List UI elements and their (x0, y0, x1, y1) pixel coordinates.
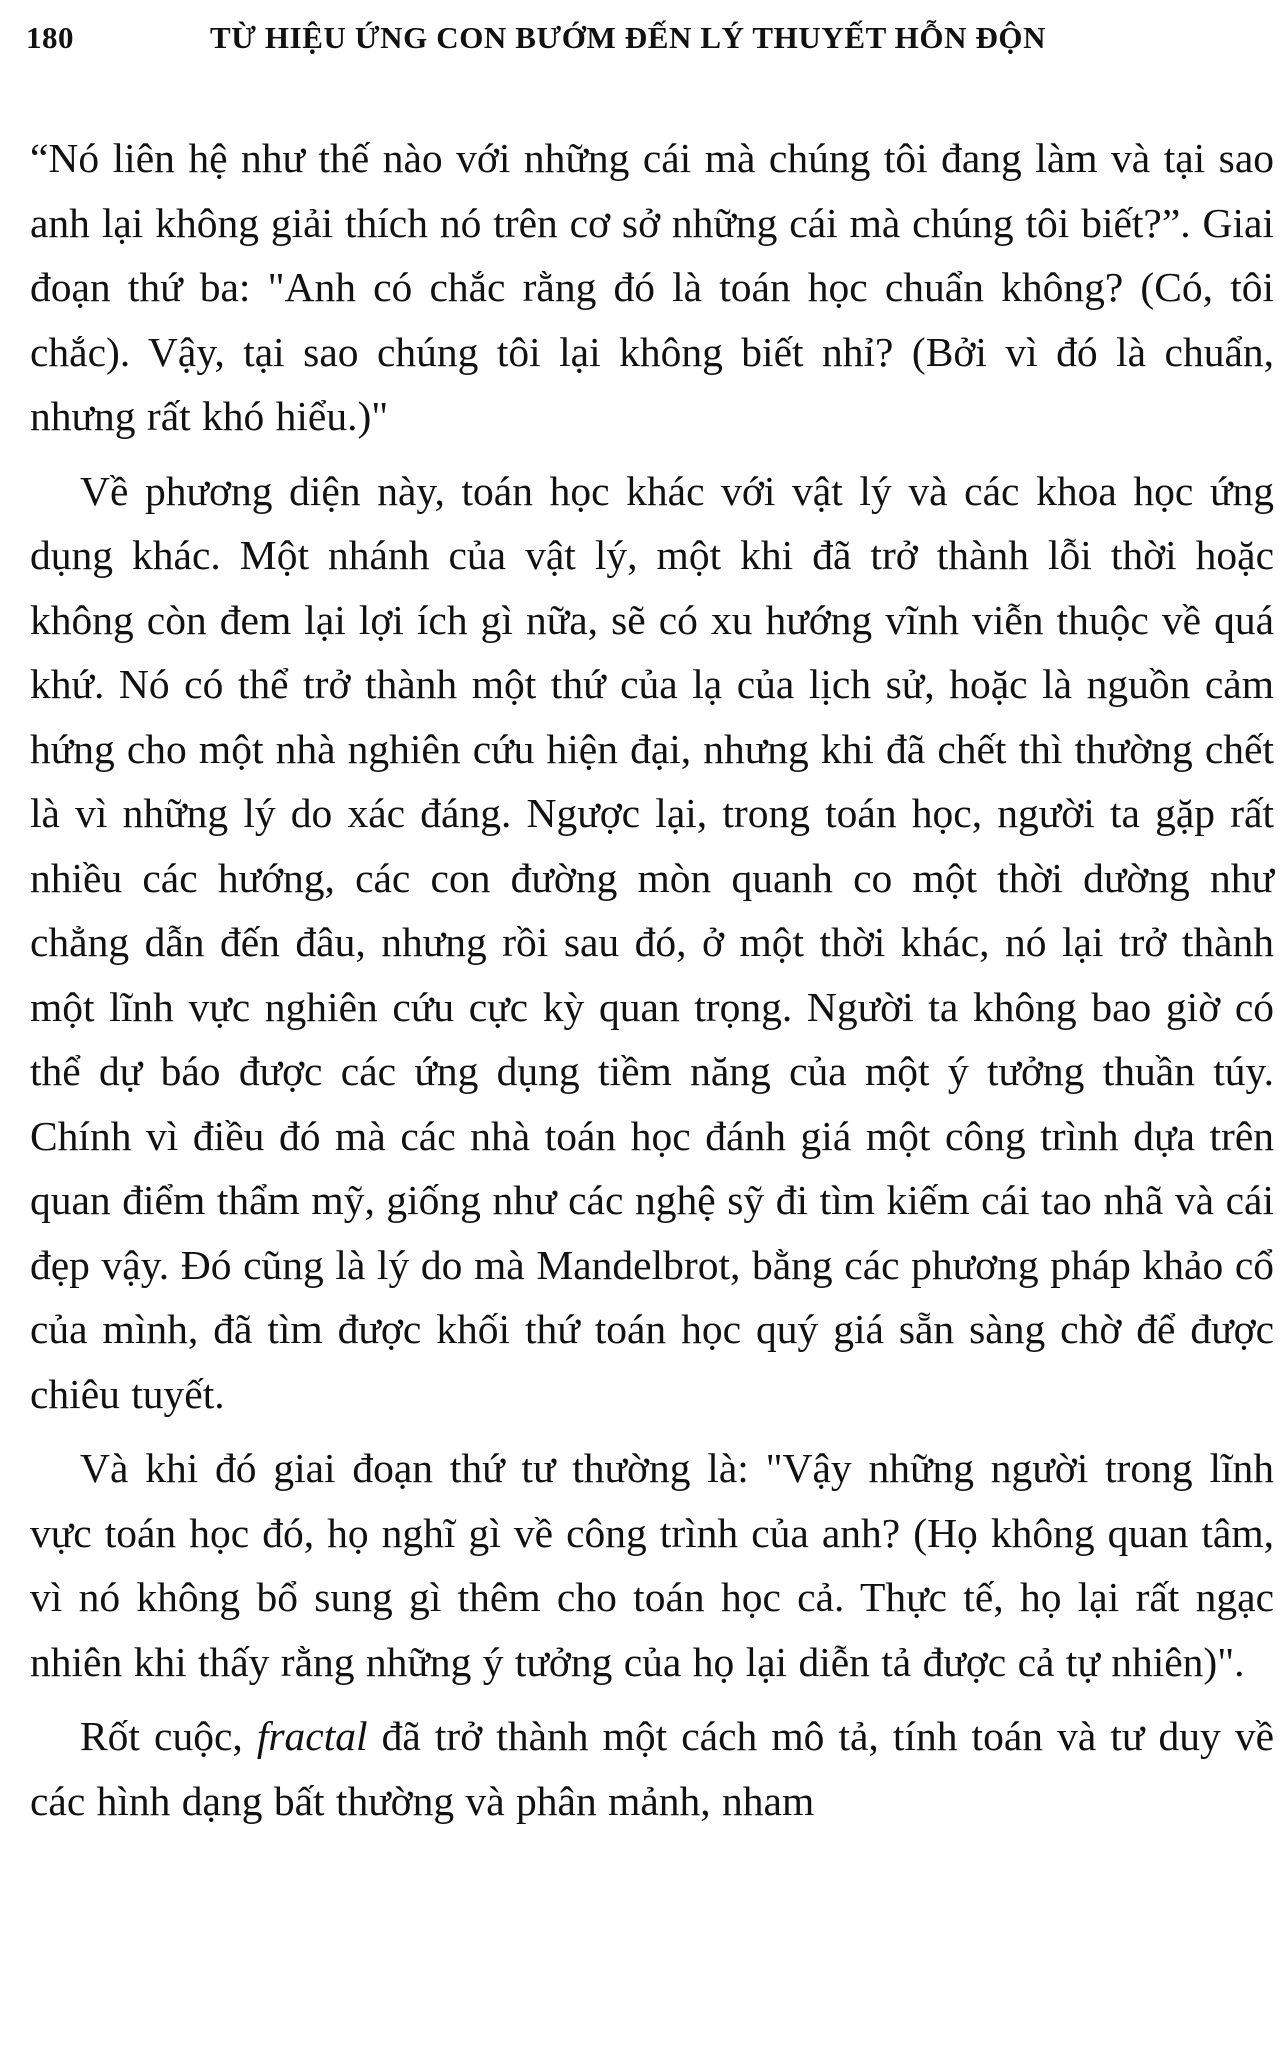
paragraph-fractal-before: Rốt cuộc, (80, 1713, 257, 1759)
paragraph-fractal-after: đã trở thành một cách mô tả, tính toán và tư duy về các hình dạng bất thường và phân mảnh, nham (30, 1713, 1274, 1824)
paragraph-math-vs-physics: Về phương diện này, toán học khác với vật lý và các khoa học ứng dụng khác. Một nhánh của vật lý, một khi đã trở thành lỗi thời hoặc không còn đem lại lợi ích gì nữa, sẽ có xu hướng vĩnh viễn thuộc về quá khứ. Nó có thể trở thành một thứ của lạ của lịch sử, hoặc là nguồn cảm hứng cho một nhà nghiên cứu hiện đại, nhưng khi đã chết thì thường chết là vì những lý do xác đáng. Ngược lại, trong toán học, người ta gặp rất nhiều các hướng, các con đường mòn quanh co một thời dường như chẳng dẫn đến đâu, nhưng rồi sau đó, ở một thời khác, nó lại trở thành một lĩnh vực nghiên cứu cực kỳ quan trọng. Người ta không bao giờ có thể dự báo được các ứng dụng tiềm năng của một ý tưởng thuần túy. Chính vì điều đó mà các nhà toán học đánh giá một công trình dựa trên quan điểm thẩm mỹ, giống như các nghệ sỹ đi tìm kiếm cái tao nhã và cái đẹp vậy. Đó cũng là lý do mà Mandelbrot, bằng các phương pháp khảo cổ của mình, đã tìm được khối thứ toán học quý giá sẵn sàng chờ để được chiêu tuyết. (30, 467, 1274, 1417)
page-header (26, 10, 1256, 66)
paragraph-fractal-italic: fractal (256, 1713, 368, 1759)
paragraph-quote: “Nó liên hệ như thế nào với những cái mà chúng tôi đang làm và tại sao anh lại không giải thích nó trên cơ sở những cái mà chúng tôi biết?”. Giai đoạn thứ ba: "Anh có chắc rằng đó là toán học chuẩn không? (Có, tôi chắc). Vậy, tại sao chúng tôi lại không biết nhỉ? (Bởi vì đó là chuẩn, nhưng rất khó hiểu.)" (30, 135, 1274, 439)
page-number: 180 (26, 20, 74, 55)
running-title: TỪ HIỆU ỨNG CON BƯỚM ĐẾN LÝ THUYẾT HỖN ĐỘN (210, 20, 1047, 55)
paragraph-fourth-stage: Và khi đó giai đoạn thứ tư thường là: "Vậy những người trong lĩnh vực toán học đó, họ nghĩ gì về công trình của anh? (Họ không quan tâm, vì nó không bổ sung gì thêm cho toán học cả. Thực tế, họ lại rất ngạc nhiên khi thấy rằng những ý tưởng của họ lại diễn tả được cả tự nhiên)". (30, 1445, 1274, 1685)
body-text (30, 126, 1274, 1833)
paragraph-fractal (30, 1704, 1274, 1833)
